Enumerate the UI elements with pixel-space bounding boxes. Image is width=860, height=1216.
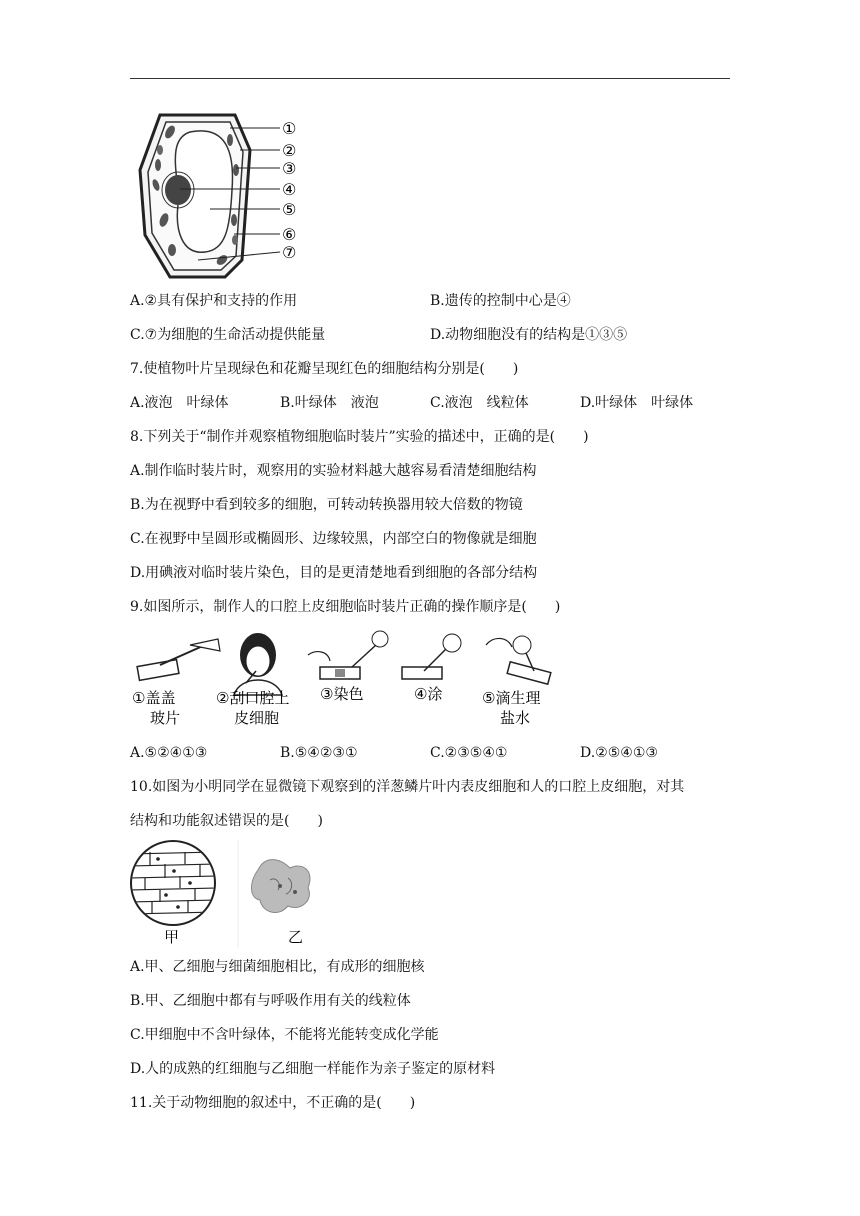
fig-label-jia: 甲 [164, 928, 180, 946]
q7-option-c: C.液泡 线粒体 [430, 395, 529, 411]
step2-person-icon [234, 633, 282, 695]
step2-label-line1: ②刮口腔上 [216, 689, 290, 707]
cheek-cells-icon [252, 860, 310, 913]
cell-label-3: ③ [282, 159, 297, 178]
q7-option-b: B.叶绿体 液泡 [280, 395, 379, 411]
cell-label-6: ⑥ [282, 225, 297, 244]
q6-option-d: D.动物细胞没有的结构是①③⑤ [430, 327, 628, 343]
q6-option-b: B.遗传的控制中心是④ [430, 293, 571, 309]
step4-smear-icon [402, 634, 461, 679]
step2-label-line2: 皮细胞 [234, 709, 280, 727]
q7-option-d: D.叶绿体 叶绿体 [580, 395, 694, 411]
q6-option-a: A.②具有保护和支持的作用 [130, 293, 298, 309]
cell-label-4: ④ [282, 180, 297, 199]
q7-stem: 7.使植物叶片呈现绿色和花瓣呈现红色的细胞结构分别是( ) [130, 361, 519, 377]
q9-stem: 9.如图所示，制作人的口腔上皮细胞临时装片正确的操作顺序是( ) [130, 599, 561, 615]
q7-option-a: A.液泡 叶绿体 [130, 395, 229, 411]
q10-option-c: C.甲细胞中不含叶绿体，不能将光能转变成化学能 [130, 1027, 439, 1043]
step3-stain-icon [308, 631, 388, 679]
q9-option-c: C.②③⑤④① [430, 745, 508, 761]
fig-label-yi: 乙 [288, 928, 304, 946]
q10-cells-figure [130, 840, 330, 948]
step4-label-line1: ④涂 [414, 685, 443, 703]
onion-cell-field-icon [130, 841, 216, 925]
q10-stem-line2: 结构和功能叙述错误的是( ) [130, 813, 323, 829]
q10-option-a: A.甲、乙细胞与细菌细胞相比，有成形的细胞核 [130, 959, 425, 975]
q9-procedure-figure [130, 625, 560, 730]
q9-option-a: A.⑤②④①③ [130, 745, 208, 761]
step5-label-line2: 盐水 [500, 709, 531, 727]
step1-coverslip-icon [137, 639, 220, 680]
step5-label-line1: ⑤滴生理 [482, 689, 541, 707]
q10-stem-line1: 10.如图为小明同学在显微镜下观察到的洋葱鳞片叶内表皮细胞和人的口腔上皮细胞，对其 [130, 779, 685, 795]
q8-option-b: B.为在视野中看到较多的细胞，可转动转换器用较大倍数的物镜 [130, 497, 523, 513]
q8-option-c: C.在视野中呈圆形或椭圆形、边缘较黑，内部空白的物像就是细胞 [130, 531, 537, 547]
cell-label-1: ① [282, 119, 297, 138]
step1-label-line2: 玻片 [150, 709, 181, 727]
q6-option-c: C.⑦为细胞的生命活动提供能量 [130, 327, 326, 343]
q8-option-a: A.制作临时装片时，观察用的实验材料越大越容易看清楚细胞结构 [130, 463, 537, 479]
header-rule [130, 78, 730, 79]
step1-label-line1: ①盖盖 [132, 689, 176, 707]
step5-saline-icon [486, 636, 551, 684]
cell-label-2: ② [282, 141, 297, 160]
step3-label-line1: ③染色 [320, 685, 364, 703]
q9-option-d: D.②⑤④①③ [580, 745, 658, 761]
cell-label-7: ⑦ [282, 243, 297, 262]
q8-stem: 8.下列关于“制作并观察植物细胞临时装片”实验的描述中，正确的是( ) [130, 429, 589, 445]
q8-option-d: D.用碘液对临时装片染色，目的是更清楚地看到细胞的各部分结构 [130, 565, 538, 581]
q9-option-b: B.⑤④②③① [280, 745, 358, 761]
cell-label-5: ⑤ [282, 200, 297, 219]
plant-cell-diagram [130, 110, 310, 282]
q10-option-d: D.人的成熟的红细胞与乙细胞一样能作为亲子鉴定的原材料 [130, 1061, 496, 1077]
q10-option-b: B.甲、乙细胞中都有与呼吸作用有关的线粒体 [130, 993, 411, 1009]
q11-stem: 11.关于动物细胞的叙述中，不正确的是( ) [130, 1095, 416, 1111]
